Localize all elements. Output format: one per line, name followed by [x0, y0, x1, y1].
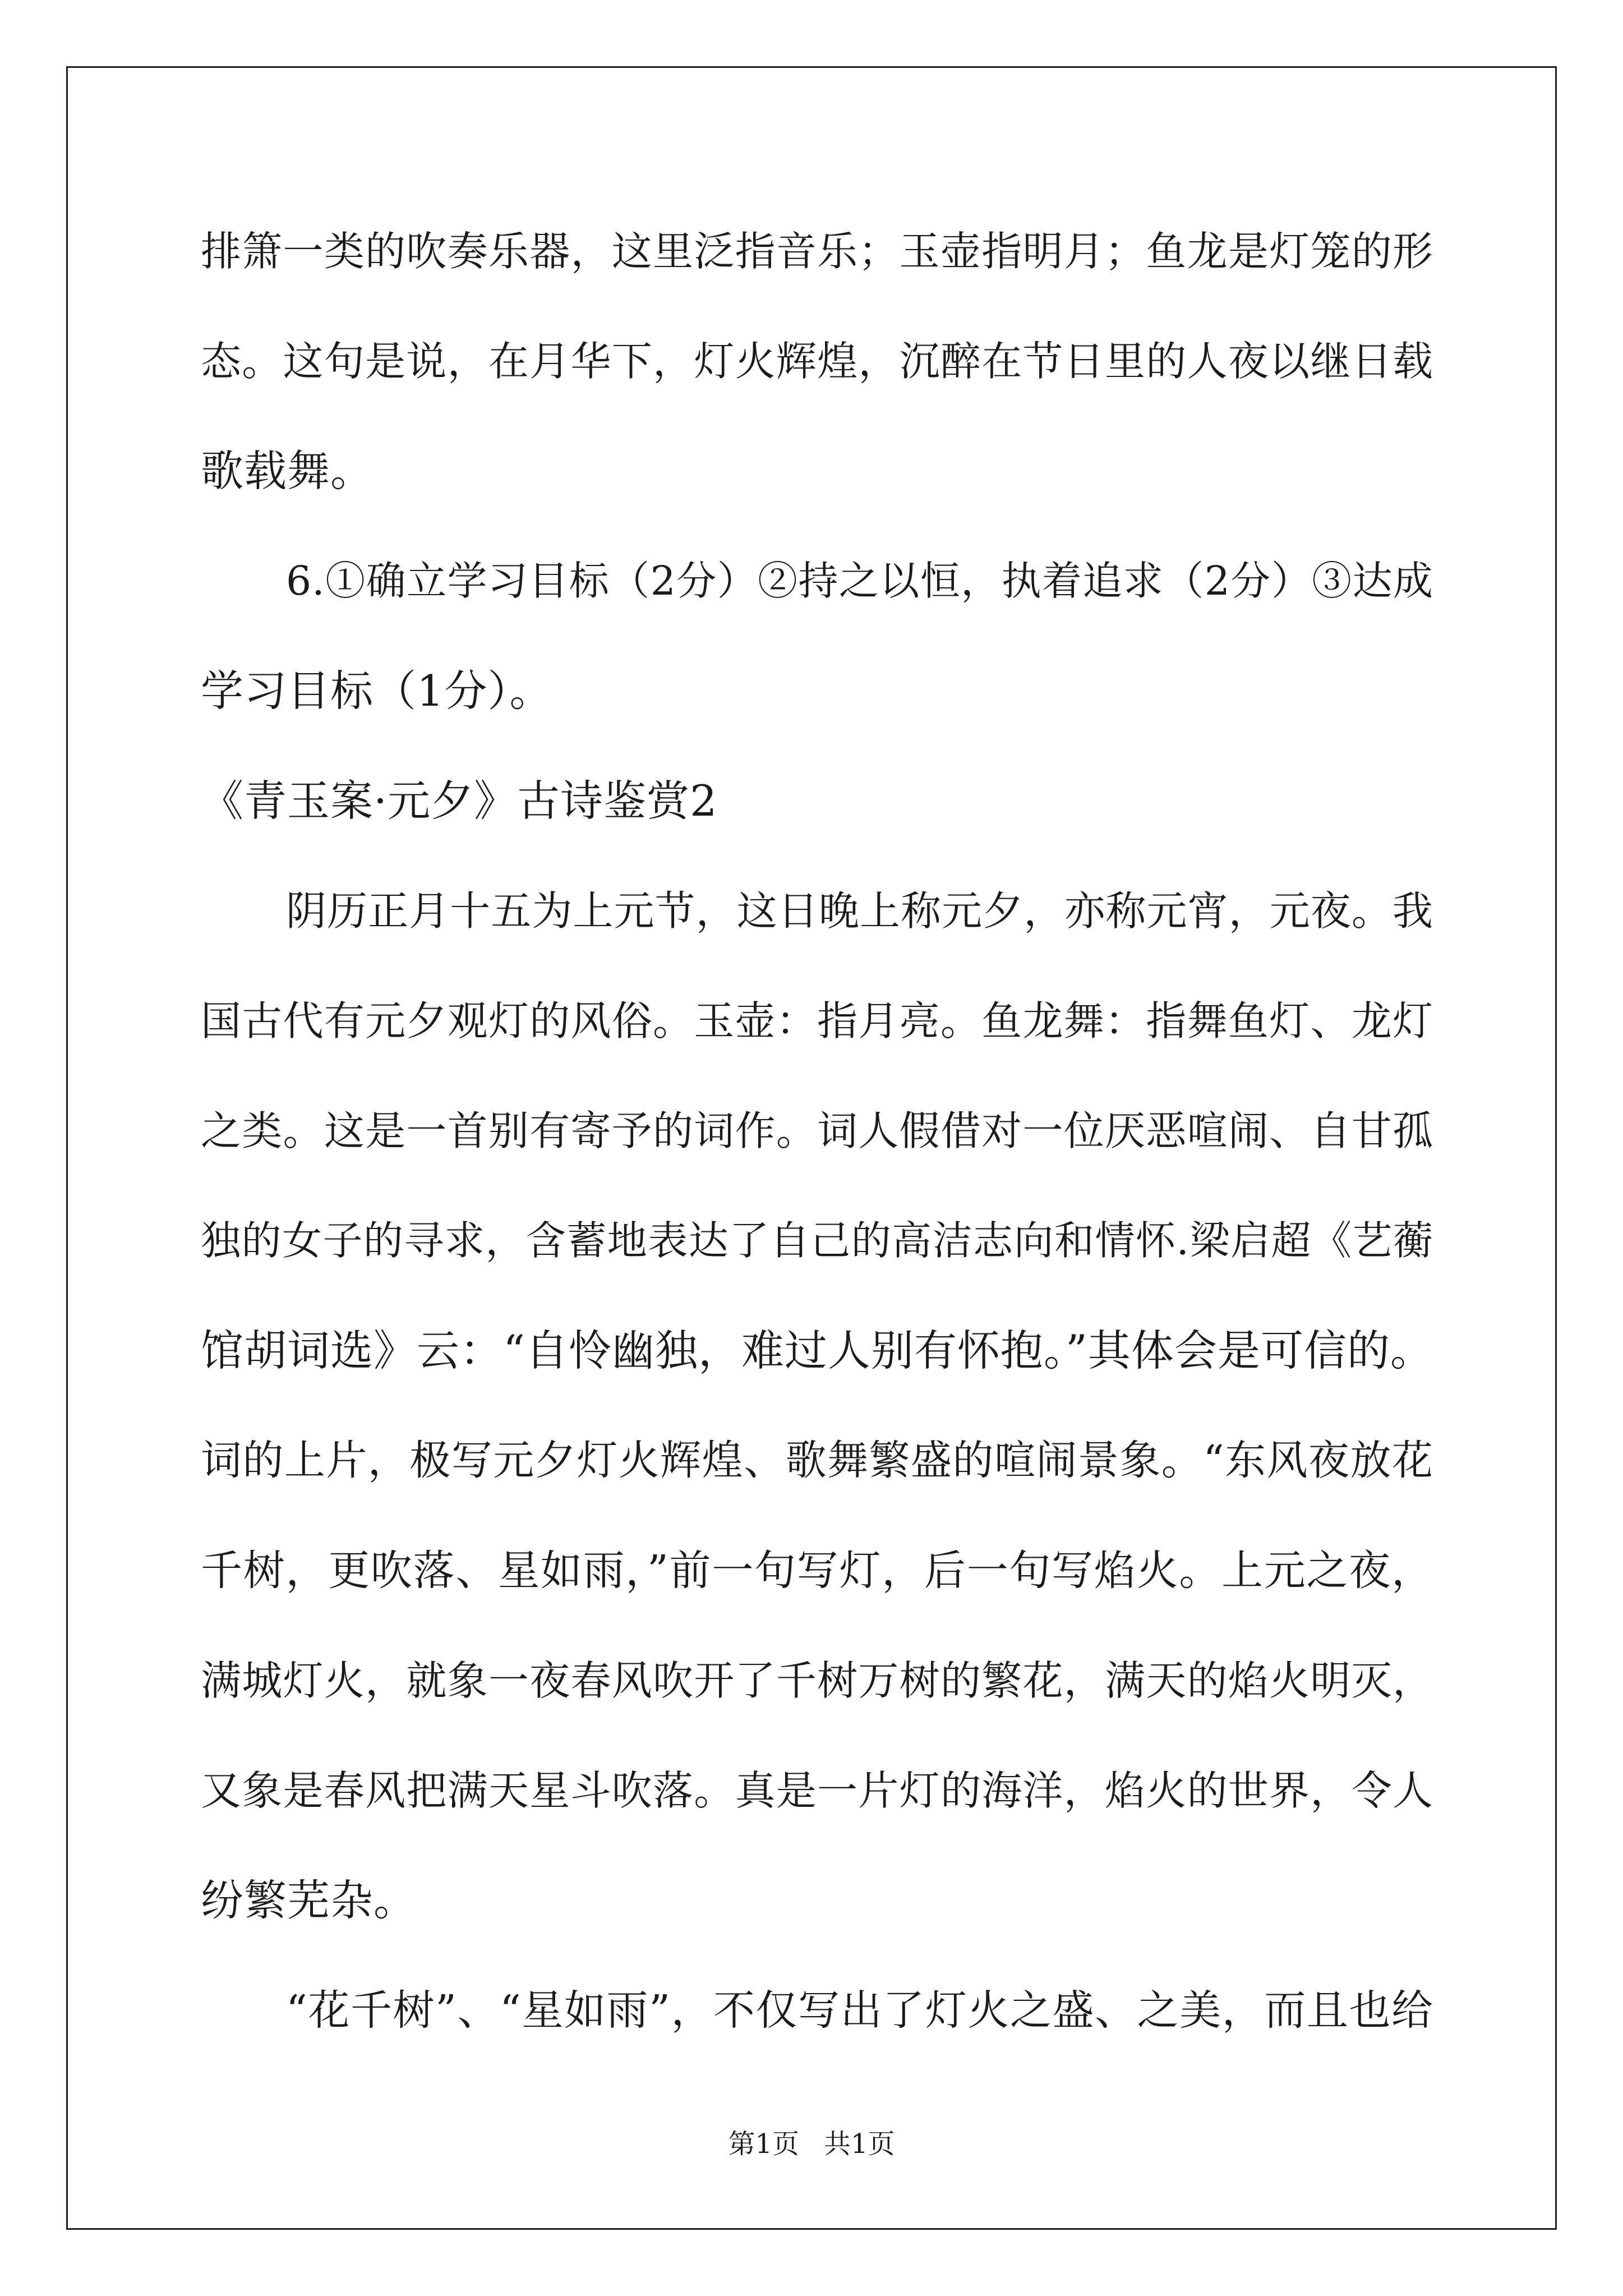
text-line: 千树，更吹落、星如雨，”前一句写灯，后一句写焰火。上元之夜，	[201, 1547, 1433, 1595]
section-heading: 《青玉案·元夕》古诗鉴赏2	[201, 776, 718, 826]
page-footer	[0, 2126, 1623, 2162]
text-line: 排箫一类的吹奏乐器，这里泛指音乐；玉壶指明月；鱼龙是灯笼的形	[201, 228, 1433, 275]
text-line: 词的上片，极写元夕灯火辉煌、歌舞繁盛的喧闹景象。“东风夜放花	[201, 1437, 1433, 1484]
text-line: 满城灯火，就象一夜春风吹开了千树万树的繁花，满天的焰火明灭，	[201, 1657, 1433, 1704]
text-line: 又象是春风把满天星斗吹落。真是一片灯的海洋，焰火的世界，令人	[201, 1767, 1433, 1814]
text-line: 学习目标（1分）。	[201, 666, 553, 716]
text-line: 态。这句是说，在月华下，灯火辉煌，沉醉在节日里的人夜以继日载	[201, 338, 1433, 385]
text-line: 纷繁芜杂。	[201, 1875, 417, 1925]
document-body	[201, 196, 1433, 2065]
paragraph-start: “花千树”、“星如雨”，不仅写出了灯火之盛、之美，而且也给	[286, 1986, 1433, 2035]
text-line: 独的女子的寻求，含蓄地表达了自己的高洁志向和情怀.梁启超《艺蘅	[201, 1217, 1433, 1264]
paragraph-start: 阴历正月十五为上元节，这日晚上称元夕，亦称元宵，元夜。我	[286, 887, 1433, 935]
answer-line: 6.①确立学习目标（2分）②持之以恒，执着追求（2分）③达成	[286, 558, 1433, 604]
text-line: 馆胡词选》云：“自怜幽独，难过人别有怀抱。”其体会是可信的。	[201, 1326, 1433, 1375]
text-line: 之类。这是一首别有寄予的词作。词人假借对一位厌恶喧闹、自甘孤	[201, 1107, 1433, 1154]
text-line: 国古代有元夕观灯的风俗。玉壶：指月亮。鱼龙舞：指舞鱼灯、龙灯	[201, 997, 1433, 1045]
page-number: 第1页	[728, 2128, 799, 2160]
page-total: 共1页	[824, 2128, 895, 2160]
text-line: 歌载舞。	[201, 446, 374, 496]
